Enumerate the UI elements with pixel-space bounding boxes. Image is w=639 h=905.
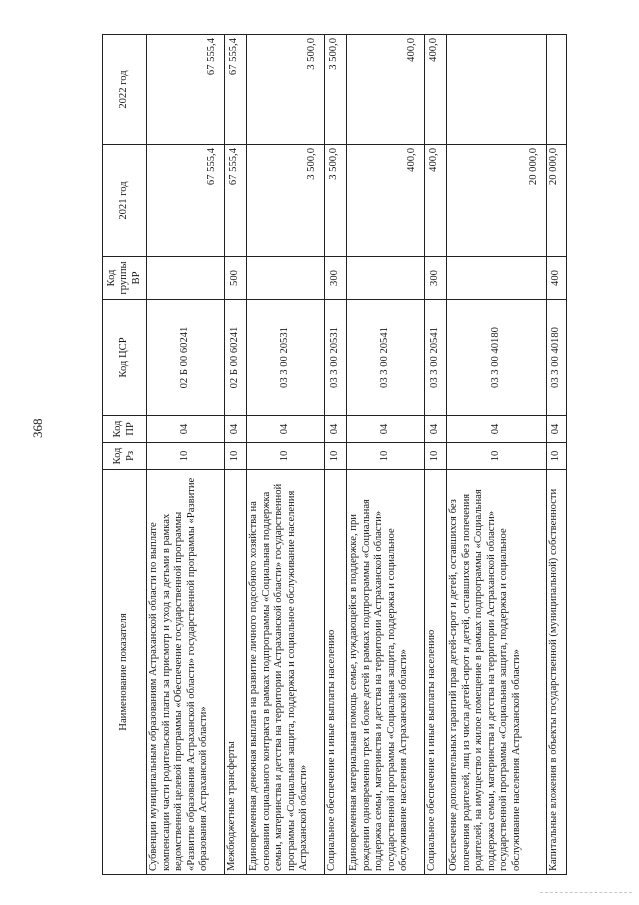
row-name: Межбюджетные трансферты bbox=[225, 470, 247, 875]
rotated-table-wrapper bbox=[102, 35, 561, 875]
row-pr: 04 bbox=[425, 416, 447, 443]
table-header-row bbox=[103, 35, 147, 875]
row-rz: 10 bbox=[325, 443, 347, 470]
row-2022: 400,0 bbox=[347, 35, 425, 145]
row-csr: 03 3 00 20541 bbox=[425, 300, 447, 416]
table-row bbox=[347, 35, 425, 875]
row-vr bbox=[147, 257, 225, 300]
header-csr: Код ЦСР bbox=[103, 300, 147, 416]
row-rz: 10 bbox=[547, 443, 567, 470]
row-vr: 400 bbox=[547, 257, 567, 300]
table-row bbox=[447, 35, 547, 875]
row-2022 bbox=[447, 35, 547, 145]
row-2021: 20 000,0 bbox=[447, 145, 547, 257]
row-vr: 300 bbox=[425, 257, 447, 300]
header-rz: Код Рз bbox=[103, 443, 147, 470]
row-vr: 500 bbox=[225, 257, 247, 300]
row-2022: 3 500,0 bbox=[247, 35, 325, 145]
row-rz: 10 bbox=[425, 443, 447, 470]
table-row bbox=[325, 35, 347, 875]
row-csr: 03 3 00 20531 bbox=[325, 300, 347, 416]
row-pr: 04 bbox=[547, 416, 567, 443]
row-rz: 10 bbox=[225, 443, 247, 470]
row-pr: 04 bbox=[325, 416, 347, 443]
row-2021: 3 500,0 bbox=[247, 145, 325, 257]
table-row bbox=[147, 35, 225, 875]
header-2021: 2021 год bbox=[103, 145, 147, 257]
row-name: Субвенции муниципальным образованиям Астраханской области по выплате компенсации части родительской платы за присмотр и уход за детьми в рамках ведомственной целевой программы «Обеспечение государственной программы «Развитие образования Астраханской области» государственной программы «Развитие образования Астраханской области» bbox=[147, 470, 225, 875]
row-pr: 04 bbox=[225, 416, 247, 443]
scan-edge-line bbox=[540, 892, 632, 893]
row-2021: 20 000,0 bbox=[547, 145, 567, 257]
row-name: Единовременная денежная выплата на развитие личного подсобного хозяйства на основании социального контракта в рамках подпрограммы «Социальная поддержка семьи, материнства и детства на территории Астраханской области» государственной программы «Социальная защита, поддержка и социальное обслуживание населения Астраханской области» bbox=[247, 470, 325, 875]
row-rz: 10 bbox=[247, 443, 325, 470]
table-row bbox=[225, 35, 247, 875]
header-vr: Код группы ВР bbox=[103, 257, 147, 300]
row-rz: 10 bbox=[147, 443, 225, 470]
row-2021: 67 555,4 bbox=[147, 145, 225, 257]
row-rz: 10 bbox=[447, 443, 547, 470]
row-2022: 67 555,4 bbox=[225, 35, 247, 145]
page-number: 368 bbox=[30, 418, 45, 438]
row-pr: 04 bbox=[247, 416, 325, 443]
row-name: Единовременная материальная помощь семье, нуждающейся в поддержке, при рождении одновременно трех и более детей в рамках подпрограммы «Социальная поддержка семьи, материнства и детства на территории Астраханской области» государственной программы «Социальная защита, поддержка и социальное обслуживание населения Астраханской области» bbox=[347, 470, 425, 875]
row-csr: 03 3 00 20531 bbox=[247, 300, 325, 416]
row-name: Капитальные вложения в объекты государственной (муниципальной) собственности bbox=[547, 470, 567, 875]
row-csr: 03 3 00 40180 bbox=[547, 300, 567, 416]
header-2022: 2022 год bbox=[103, 35, 147, 145]
row-csr: 03 3 00 40180 bbox=[447, 300, 547, 416]
header-pr: Код ПР bbox=[103, 416, 147, 443]
row-name: Социальное обеспечение и иные выплаты населению bbox=[325, 470, 347, 875]
row-2022: 3 500,0 bbox=[325, 35, 347, 145]
row-2022 bbox=[547, 35, 567, 145]
row-csr: 02 Б 00 60241 bbox=[147, 300, 225, 416]
table-row bbox=[247, 35, 325, 875]
header-name: Наименование показателя bbox=[103, 470, 147, 875]
row-vr bbox=[247, 257, 325, 300]
row-2021: 400,0 bbox=[347, 145, 425, 257]
row-pr: 04 bbox=[347, 416, 425, 443]
row-2021: 67 555,4 bbox=[225, 145, 247, 257]
row-csr: 03 3 00 20541 bbox=[347, 300, 425, 416]
row-name: Социальное обеспечение и иные выплаты населению bbox=[425, 470, 447, 875]
row-2021: 400,0 bbox=[425, 145, 447, 257]
row-vr bbox=[447, 257, 547, 300]
row-2021: 3 500,0 bbox=[325, 145, 347, 257]
row-name: Обеспечение дополнительных гарантий прав детей-сирот и детей, оставшихся без попечения родителей, лиц из числа детей-сирот и детей, оставшихся без попечения родителей, на имущество и жилое помещение в рамках подпрограммы «Социальная поддержка семьи, материнства и детства на территории Астраханской области» государственной программы «Социальная защита, поддержка и социальное обслуживание населения Астраханской области» bbox=[447, 470, 547, 875]
table-row bbox=[547, 35, 567, 875]
table-row bbox=[425, 35, 447, 875]
row-2022: 67 555,4 bbox=[147, 35, 225, 145]
row-vr bbox=[347, 257, 425, 300]
budget-table bbox=[102, 34, 567, 875]
row-pr: 04 bbox=[147, 416, 225, 443]
row-pr: 04 bbox=[447, 416, 547, 443]
row-rz: 10 bbox=[347, 443, 425, 470]
row-csr: 02 Б 00 60241 bbox=[225, 300, 247, 416]
row-2022: 400,0 bbox=[425, 35, 447, 145]
row-vr: 300 bbox=[325, 257, 347, 300]
